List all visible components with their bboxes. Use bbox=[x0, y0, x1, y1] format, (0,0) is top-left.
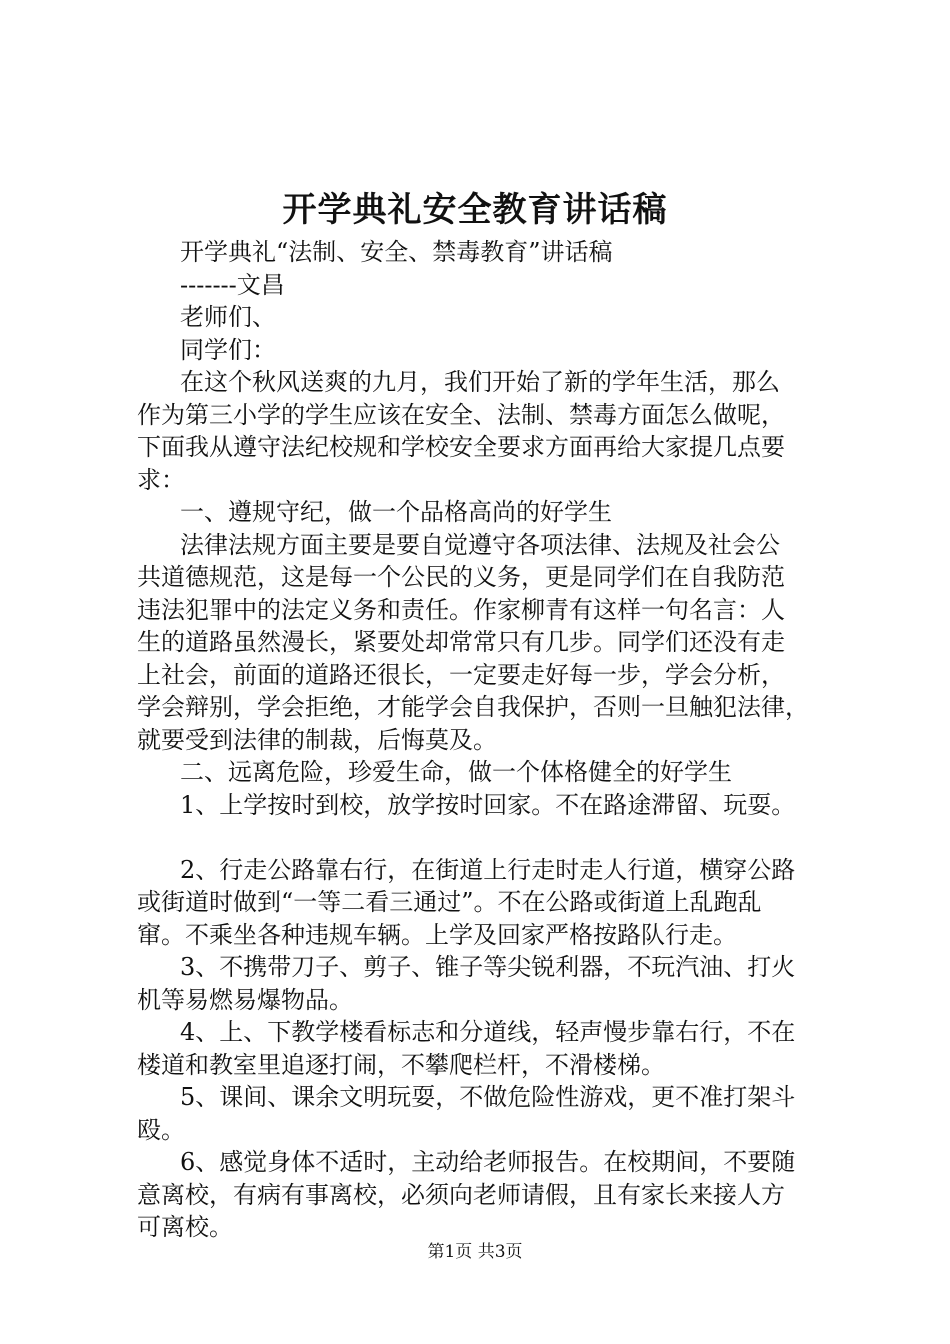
salutation-students: 同学们： bbox=[180, 335, 276, 364]
list-item-3: 3、不携带刀子、剪子、锥子等尖锐利器，不玩汽油、打火 bbox=[180, 953, 796, 981]
paragraph-line: 机等易燃易爆物品。 bbox=[137, 985, 353, 1014]
paragraph-line: 或街道时做到“一等二看三通过”。不在公路或街道上乱跑乱 bbox=[137, 888, 762, 916]
section-heading-1: 一、遵规守纪，做一个品格高尚的好学生 bbox=[180, 498, 612, 526]
section-heading-2: 二、远离危险，珍爱生命，做一个体格健全的好学生 bbox=[180, 758, 732, 786]
paragraph-line: 窜。不乘坐各种违规车辆。上学及回家严格按路队行走。 bbox=[137, 920, 737, 949]
paragraph-line: 作为第三小学的学生应该在安全、法制、禁毒方面怎么做呢， bbox=[137, 400, 785, 429]
paragraph-line: 共道德规范，这是每一个公民的义务，更是同学们在自我防范 bbox=[137, 563, 785, 591]
paragraph-line: 殴。 bbox=[137, 1115, 185, 1144]
list-item-5: 5、课间、课余文明玩耍，不做危险性游戏，更不准打架斗 bbox=[180, 1083, 796, 1111]
list-item-2: 2、行走公路靠右行，在街道上行走时走人行道，横穿公路 bbox=[180, 855, 796, 884]
paragraph-line: 意离校，有病有事离校，必须向老师请假，且有家长来接人方 bbox=[137, 1180, 785, 1209]
paragraph-line: 上社会，前面的道路还很长，一定要走好每一步，学会分析， bbox=[137, 660, 785, 689]
subtitle-line: 开学典礼“法制、安全、禁毒教育”讲话稿 bbox=[180, 238, 613, 266]
list-item-4: 4、上、下教学楼看标志和分道线，轻声慢步靠右行，不在 bbox=[180, 1018, 796, 1046]
salutation-teachers: 老师们、 bbox=[180, 303, 276, 331]
blank-line bbox=[137, 821, 837, 854]
paragraph-line: 就要受到法律的制裁，后悔莫及。 bbox=[137, 725, 497, 754]
document-body bbox=[137, 236, 837, 1244]
paragraph-line: 楼道和教室里追逐打闹，不攀爬栏杆，不滑楼梯。 bbox=[137, 1050, 665, 1079]
paragraph-line: 可离校。 bbox=[137, 1213, 233, 1241]
list-item-1: 1、上学按时到校，放学按时回家。不在路途滞留、玩耍。 bbox=[180, 790, 796, 819]
paragraph-line: 下面我从遵守法纪校规和学校安全要求方面再给大家提几点要 bbox=[137, 433, 785, 461]
author-line: -------文昌 bbox=[180, 270, 285, 299]
page-footer: 第1页 共3页 bbox=[427, 1242, 523, 1262]
document-title: 开学典礼安全教育讲话稿 bbox=[282, 190, 668, 230]
paragraph-line: 违法犯罪中的法定义务和责任。作家柳青有这样一句名言：人 bbox=[137, 595, 785, 624]
paragraph-line: 生的道路虽然漫长，紧要处却常常只有几步。同学们还没有走 bbox=[137, 628, 785, 656]
paragraph-line: 法律法规方面主要是要自觉遵守各项法律、法规及社会公 bbox=[180, 530, 780, 559]
paragraph-line: 求： bbox=[137, 465, 185, 494]
paragraph-line: 在这个秋风送爽的九月，我们开始了新的学年生活，那么 bbox=[180, 368, 780, 396]
list-item-6: 6、感觉身体不适时，主动给老师报告。在校期间，不要随 bbox=[180, 1148, 796, 1176]
paragraph-line: 学会辩别，学会拒绝，才能学会自我保护，否则一旦触犯法律， bbox=[137, 693, 809, 721]
